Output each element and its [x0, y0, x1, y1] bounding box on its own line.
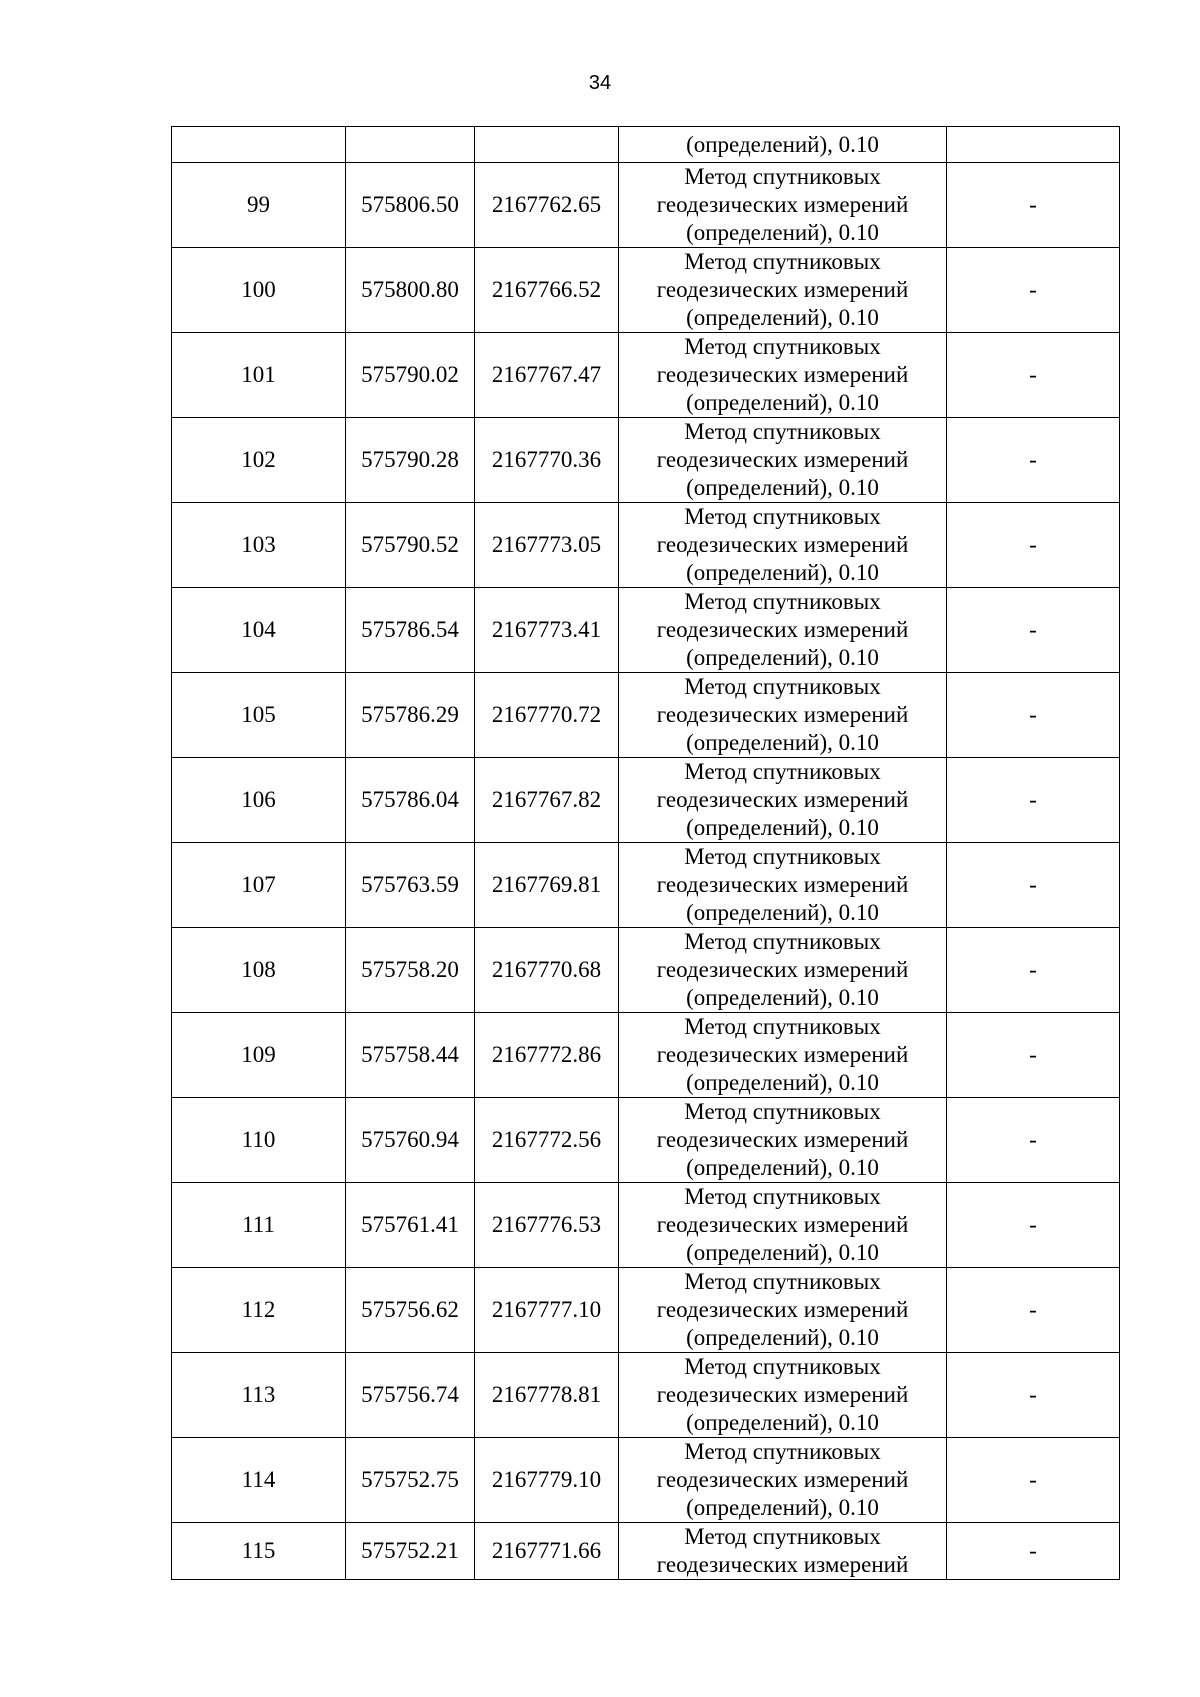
- method-cell: [619, 1013, 947, 1098]
- point-number-cell: 110: [172, 1098, 346, 1183]
- y-coordinate-cell: 2167762.65: [475, 163, 619, 248]
- y-coordinate-cell: 2167778.81: [475, 1353, 619, 1438]
- table-row: [172, 503, 1120, 588]
- method-cell: (определений), 0.10: [619, 127, 947, 163]
- page-number: 34: [588, 72, 612, 94]
- point-number-cell: 101: [172, 333, 346, 418]
- point-number-cell: 107: [172, 843, 346, 928]
- method-line: геодезических измерений: [656, 1042, 909, 1067]
- table-row: [172, 1013, 1120, 1098]
- y-coordinate-cell: 2167776.53: [475, 1183, 619, 1268]
- method-line: геодезических измерений: [656, 192, 909, 217]
- method-cell: [619, 1438, 947, 1523]
- table-row: [172, 1183, 1120, 1268]
- table-row: [172, 1523, 1120, 1580]
- continuation-row: [172, 127, 1120, 163]
- method-line: геодезических измерений: [656, 1297, 909, 1322]
- method-line: Метод спутниковых: [684, 249, 881, 274]
- y-coordinate-cell: 2167767.47: [475, 333, 619, 418]
- table-row: [172, 163, 1120, 248]
- y-coordinate-cell: 2167769.81: [475, 843, 619, 928]
- note-cell: -: [947, 928, 1120, 1013]
- table-row: [172, 673, 1120, 758]
- method-line: (определений), 0.10: [686, 1240, 879, 1265]
- method-cell: [619, 248, 947, 333]
- method-cell: [619, 163, 947, 248]
- note-cell: -: [947, 333, 1120, 418]
- method-line: Метод спутниковых: [684, 164, 881, 189]
- y-coordinate-cell: 2167767.82: [475, 758, 619, 843]
- method-cell: [619, 1523, 947, 1580]
- note-cell: -: [947, 1268, 1120, 1353]
- note-cell: -: [947, 673, 1120, 758]
- method-line: геодезических измерений: [656, 617, 909, 642]
- table-row: [172, 928, 1120, 1013]
- y-coordinate-cell: 2167777.10: [475, 1268, 619, 1353]
- point-number-cell: 108: [172, 928, 346, 1013]
- empty-cell: [947, 127, 1120, 163]
- x-coordinate-cell: 575758.20: [346, 928, 475, 1013]
- method-line: Метод спутниковых: [684, 1439, 881, 1464]
- method-cell: [619, 758, 947, 843]
- method-cell: [619, 673, 947, 758]
- method-line: Метод спутниковых: [684, 334, 881, 359]
- note-cell: -: [947, 418, 1120, 503]
- x-coordinate-cell: 575790.02: [346, 333, 475, 418]
- method-line: (определений), 0.10: [686, 985, 879, 1010]
- method-line: Метод спутниковых: [684, 759, 881, 784]
- method-cell: [619, 333, 947, 418]
- method-line: геодезических измерений: [656, 532, 909, 557]
- method-line: геодезических измерений: [656, 1212, 909, 1237]
- note-cell: -: [947, 248, 1120, 333]
- method-line: (определений), 0.10: [686, 390, 879, 415]
- point-number-cell: 109: [172, 1013, 346, 1098]
- y-coordinate-cell: 2167773.05: [475, 503, 619, 588]
- method-line: геодезических измерений: [656, 787, 909, 812]
- method-line: геодезических измерений: [656, 277, 909, 302]
- method-cell: [619, 1098, 947, 1183]
- note-cell: -: [947, 1438, 1120, 1523]
- y-coordinate-cell: 2167772.56: [475, 1098, 619, 1183]
- note-cell: -: [947, 588, 1120, 673]
- note-cell: -: [947, 843, 1120, 928]
- table-row: [172, 758, 1120, 843]
- note-cell: -: [947, 1523, 1120, 1580]
- method-line: Метод спутниковых: [684, 1269, 881, 1294]
- table-row: [172, 248, 1120, 333]
- point-number-cell: 99: [172, 163, 346, 248]
- point-number-cell: 100: [172, 248, 346, 333]
- method-cell: [619, 843, 947, 928]
- method-line: геодезических измерений: [656, 447, 909, 472]
- method-cell: [619, 503, 947, 588]
- method-line: геодезических измерений: [656, 362, 909, 387]
- table-row: [172, 418, 1120, 503]
- x-coordinate-cell: 575760.94: [346, 1098, 475, 1183]
- coordinates-table: [171, 126, 1120, 1580]
- note-cell: -: [947, 1098, 1120, 1183]
- empty-cell: [475, 127, 619, 163]
- note-cell: -: [947, 503, 1120, 588]
- x-coordinate-cell: 575786.04: [346, 758, 475, 843]
- y-coordinate-cell: 2167771.66: [475, 1523, 619, 1580]
- method-line: (определений), 0.10: [686, 1325, 879, 1350]
- x-coordinate-cell: 575790.28: [346, 418, 475, 503]
- method-line: (определений), 0.10: [686, 560, 879, 585]
- x-coordinate-cell: 575756.74: [346, 1353, 475, 1438]
- point-number-cell: 104: [172, 588, 346, 673]
- table-row: [172, 1098, 1120, 1183]
- empty-cell: [172, 127, 346, 163]
- x-coordinate-cell: 575752.21: [346, 1523, 475, 1580]
- table-row: [172, 333, 1120, 418]
- method-cell: [619, 1183, 947, 1268]
- method-line: (определений), 0.10: [686, 1155, 879, 1180]
- y-coordinate-cell: 2167770.72: [475, 673, 619, 758]
- x-coordinate-cell: 575758.44: [346, 1013, 475, 1098]
- method-line: геодезических измерений: [656, 1127, 909, 1152]
- note-cell: -: [947, 1353, 1120, 1438]
- method-line: (определений), 0.10: [686, 1070, 879, 1095]
- note-cell: -: [947, 163, 1120, 248]
- method-line: геодезических измерений: [656, 702, 909, 727]
- x-coordinate-cell: 575806.50: [346, 163, 475, 248]
- x-coordinate-cell: 575786.29: [346, 673, 475, 758]
- table-row: [172, 843, 1120, 928]
- point-number-cell: 105: [172, 673, 346, 758]
- table-row: [172, 1268, 1120, 1353]
- y-coordinate-cell: 2167770.68: [475, 928, 619, 1013]
- method-line: Метод спутниковых: [684, 674, 881, 699]
- note-cell: -: [947, 758, 1120, 843]
- empty-cell: [346, 127, 475, 163]
- method-line: Метод спутниковых: [684, 504, 881, 529]
- method-cell: [619, 1268, 947, 1353]
- table-row: [172, 588, 1120, 673]
- point-number-cell: 113: [172, 1353, 346, 1438]
- y-coordinate-cell: 2167773.41: [475, 588, 619, 673]
- method-line: Метод спутниковых: [684, 929, 881, 954]
- method-line: геодезических измерений: [656, 1382, 909, 1407]
- x-coordinate-cell: 575786.54: [346, 588, 475, 673]
- method-line: Метод спутниковых: [684, 1099, 881, 1124]
- method-line: Метод спутниковых: [684, 1014, 881, 1039]
- method-line: Метод спутниковых: [684, 844, 881, 869]
- x-coordinate-cell: 575790.52: [346, 503, 475, 588]
- point-number-cell: 112: [172, 1268, 346, 1353]
- x-coordinate-cell: 575756.62: [346, 1268, 475, 1353]
- method-cell: [619, 928, 947, 1013]
- point-number-cell: 114: [172, 1438, 346, 1523]
- coordinates-table-body: [172, 127, 1120, 1580]
- method-line: (определений), 0.10: [686, 1410, 879, 1435]
- method-cell: [619, 418, 947, 503]
- table-row: [172, 1438, 1120, 1523]
- method-line: (определений), 0.10: [686, 1495, 879, 1520]
- method-line: (определений), 0.10: [686, 900, 879, 925]
- method-line: геодезических измерений: [656, 872, 909, 897]
- y-coordinate-cell: 2167772.86: [475, 1013, 619, 1098]
- x-coordinate-cell: 575800.80: [346, 248, 475, 333]
- method-line: Метод спутниковых: [684, 419, 881, 444]
- note-cell: -: [947, 1013, 1120, 1098]
- method-line: (определений), 0.10: [686, 815, 879, 840]
- method-line: геодезических измерений: [656, 957, 909, 982]
- y-coordinate-cell: 2167770.36: [475, 418, 619, 503]
- method-line: (определений), 0.10: [686, 730, 879, 755]
- method-line: (определений), 0.10: [686, 305, 879, 330]
- point-number-cell: 115: [172, 1523, 346, 1580]
- x-coordinate-cell: 575752.75: [346, 1438, 475, 1523]
- point-number-cell: 102: [172, 418, 346, 503]
- method-line: Метод спутниковых: [684, 1184, 881, 1209]
- x-coordinate-cell: 575763.59: [346, 843, 475, 928]
- method-line: Метод спутниковых: [684, 589, 881, 614]
- method-line: (определений), 0.10: [686, 645, 879, 670]
- method-line: (определений), 0.10: [686, 475, 879, 500]
- point-number-cell: 111: [172, 1183, 346, 1268]
- point-number-cell: 106: [172, 758, 346, 843]
- method-line: геодезических измерений: [656, 1552, 909, 1577]
- method-cell: [619, 1353, 947, 1438]
- note-cell: -: [947, 1183, 1120, 1268]
- method-line: Метод спутниковых: [684, 1524, 881, 1549]
- method-line: Метод спутниковых: [684, 1354, 881, 1379]
- point-number-cell: 103: [172, 503, 346, 588]
- y-coordinate-cell: 2167779.10: [475, 1438, 619, 1523]
- x-coordinate-cell: 575761.41: [346, 1183, 475, 1268]
- table-row: [172, 1353, 1120, 1438]
- method-line: (определений), 0.10: [686, 220, 879, 245]
- method-cell: [619, 588, 947, 673]
- y-coordinate-cell: 2167766.52: [475, 248, 619, 333]
- method-line: геодезических измерений: [656, 1467, 909, 1492]
